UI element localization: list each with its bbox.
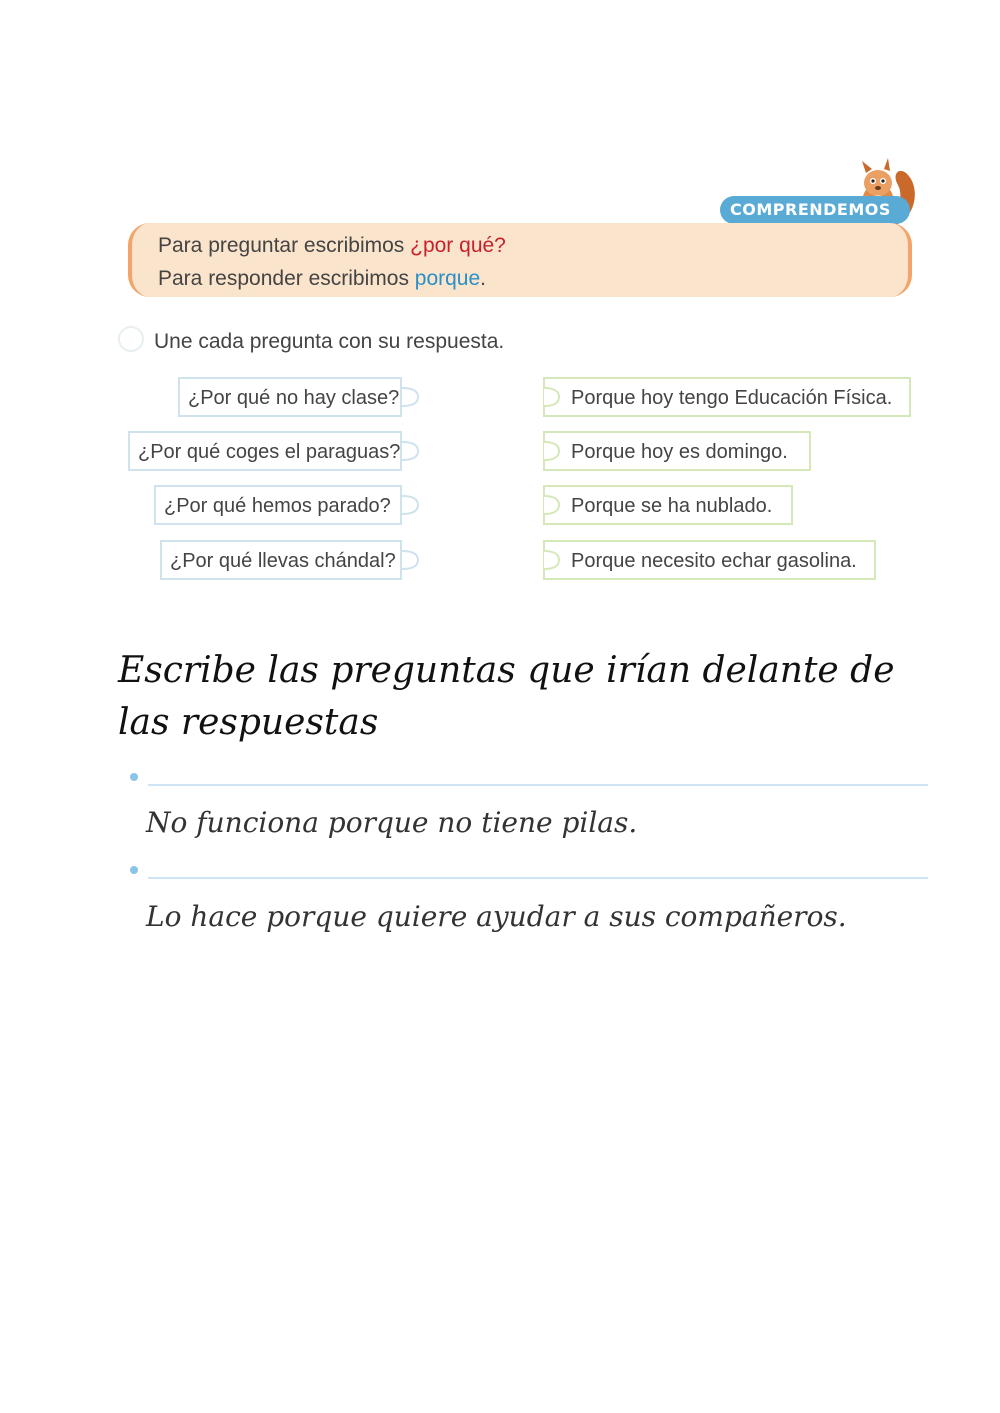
bullet-dot [130, 773, 138, 781]
response-text: Lo hace porque quiere ayudar a sus compañeros. [146, 900, 847, 933]
puzzle-slot-icon [543, 440, 561, 462]
response-text: No funciona porque no tiene pilas. [146, 806, 638, 839]
rule-answer-period: . [480, 267, 487, 290]
puzzle-knob-icon [402, 494, 420, 516]
answer-piece[interactable]: Porque hoy es domingo. [543, 431, 811, 471]
exercise-instruction: Une cada pregunta con su respuesta. [154, 330, 505, 353]
puzzle-knob-icon [402, 386, 420, 408]
rule-answer-text: Para responder escribimos [158, 267, 415, 290]
answer-piece[interactable]: Porque hoy tengo Educación Física. [543, 377, 911, 417]
question-piece[interactable]: ¿Por qué llevas chándal? [160, 540, 402, 580]
question-piece[interactable]: ¿Por qué coges el paraguas? [128, 431, 402, 471]
puzzle-slot-icon [543, 549, 561, 571]
answer-write-line[interactable] [148, 784, 928, 786]
rule-answer-line [158, 267, 486, 291]
exercise-number-circle [118, 326, 144, 352]
answer-piece[interactable]: Porque necesito echar gasolina. [543, 540, 876, 580]
rule-answer-keyword: porque [414, 267, 481, 290]
question-piece[interactable]: ¿Por qué no hay clase? [178, 377, 402, 417]
rule-question-keyword: ¿por qué? [410, 234, 506, 257]
answer-piece[interactable]: Porque se ha nublado. [543, 485, 793, 525]
puzzle-slot-icon [543, 494, 561, 516]
question-piece[interactable]: ¿Por qué hemos parado? [154, 485, 402, 525]
puzzle-knob-icon [402, 549, 420, 571]
rule-question-text: Para preguntar escribimos [158, 234, 411, 257]
answer-write-line[interactable] [148, 877, 928, 879]
puzzle-knob-icon [402, 440, 420, 462]
exercise2-heading: Escribe las preguntas que irían delante de las respuestas [118, 650, 895, 743]
section-badge: COMPRENDEMOS [720, 196, 910, 224]
puzzle-slot-icon [543, 386, 561, 408]
rule-question-line [158, 234, 506, 258]
bullet-dot [130, 866, 138, 874]
